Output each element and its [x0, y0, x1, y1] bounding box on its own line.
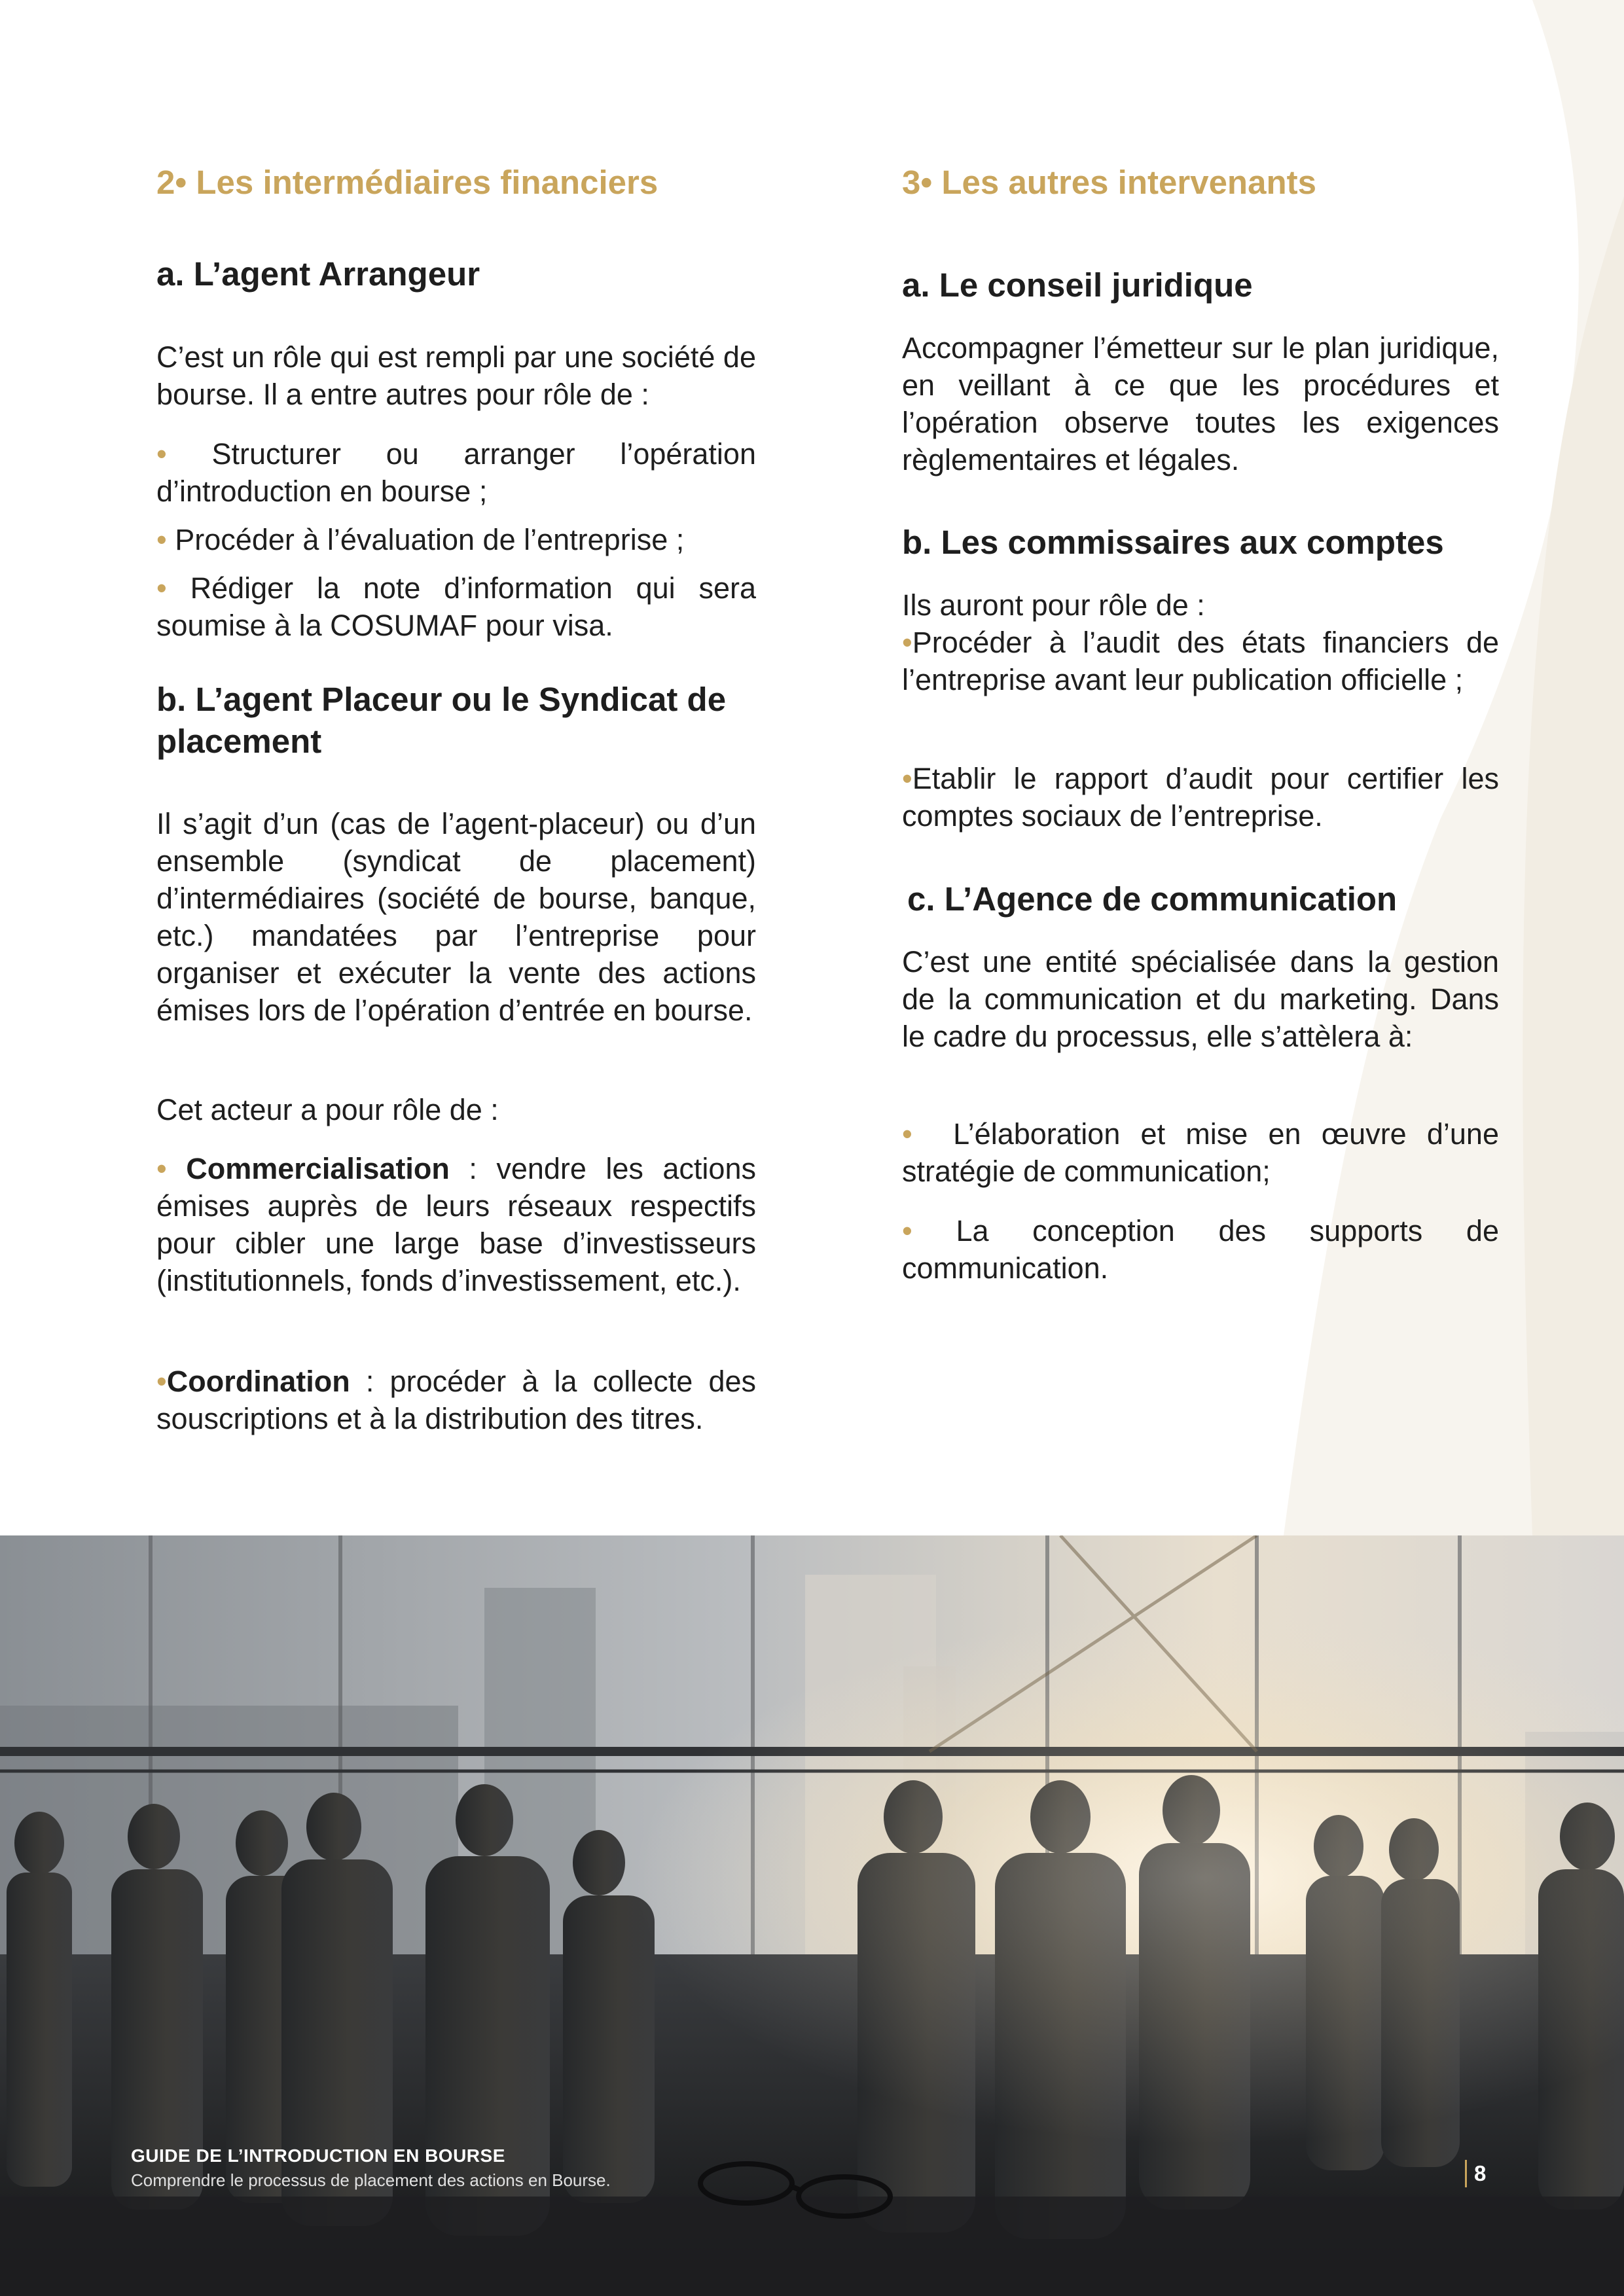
- bullet-icon: •: [902, 1117, 912, 1151]
- bullet-icon: •: [156, 1152, 167, 1185]
- footer-separator: [1465, 2160, 1467, 2187]
- paragraph-agence-intro: C’est une entité spécialisée dans la gestion de la communication et du marketing. Dans le cadre du processus, elle s’attèlera à:: [902, 945, 1499, 1053]
- bullet-icon: •: [902, 1214, 912, 1247]
- bullet-icon: •: [156, 571, 167, 605]
- paragraph-conseil-juridique: Accompagner l’émetteur sur le plan juridique, en veillant à ce que les procédures et l’opération observe toutes les exigences règlementaires et légales.: [902, 331, 1499, 476]
- subheading-agent-arrangeur: a. L’agent Arrangeur: [156, 255, 480, 293]
- list-item: •Etablir le rapport d’audit pour certifier les comptes sociaux de l’entreprise.: [902, 762, 1499, 833]
- section-title-intermediaires: 2• Les intermédiaires financiers: [156, 164, 659, 201]
- paragraph-placeur-intro: Il s’agit d’un (cas de l’agent-placeur) ou d’un ensemble (syndicat de placement) d’intermédiaires (société de bourse, banque, etc.) mandatées par l’entreprise pour organiser et exécuter la vente des actions émises lors de l’opération d’entrée en bourse.: [156, 807, 756, 1027]
- bullet-icon: •: [156, 1365, 167, 1398]
- list-item: •Procéder à l’audit des états financiers de l’entreprise avant leur publication officielle ;: [902, 626, 1499, 696]
- subheading-commissaires: b. Les commissaires aux comptes: [902, 524, 1444, 561]
- section-title-autres-intervenants: 3• Les autres intervenants: [902, 164, 1316, 201]
- paragraph-role-intro: Cet acteur a pour rôle de :: [156, 1093, 499, 1126]
- paragraph-commissaires-intro: Ils auront pour rôle de :: [902, 588, 1205, 622]
- subheading-conseil-juridique: a. Le conseil juridique: [902, 266, 1253, 304]
- list-item: • Commercialisation : vendre les actions émises auprès de leurs réseaux respectifs pour cibler une large base d’investisseurs (institutionnels, fonds d’investissement, etc.).: [156, 1152, 756, 1297]
- footer-guide-title: GUIDE DE L’INTRODUCTION EN BOURSE: [131, 2145, 505, 2166]
- page-number: 8: [1474, 2161, 1487, 2185]
- footer-subtitle: Comprendre le processus de placement des actions en Bourse.: [131, 2170, 611, 2190]
- bullet-icon: •: [902, 626, 912, 659]
- paragraph-arrangeur-intro: C’est un rôle qui est rempli par une société de bourse. Il a entre autres pour rôle de :: [156, 340, 756, 411]
- subheading-agence-communication: c. L’Agence de communication: [907, 880, 1398, 918]
- bullet-icon: •: [156, 437, 167, 471]
- list-item: • Rédiger la note d’information qui sera soumise à la COSUMAF pour visa.: [156, 571, 756, 642]
- list-item: • Procéder à l’évaluation de l’entreprise ;: [156, 523, 685, 556]
- list-item: • La conception des supports de communication.: [902, 1214, 1499, 1285]
- list-item: •Coordination : procéder à la collecte des souscriptions et à la distribution des titres.: [156, 1365, 756, 1435]
- list-item: • Structurer ou arranger l’opération d’introduction en bourse ;: [156, 437, 756, 508]
- bullet-icon: •: [902, 762, 912, 795]
- subheading-agent-placeur: b. L’agent Placeur ou le Syndicat de placement: [156, 681, 727, 760]
- bullet-icon: •: [156, 523, 167, 556]
- list-item: • L’élaboration et mise en œuvre d’une stratégie de communication;: [902, 1117, 1499, 1188]
